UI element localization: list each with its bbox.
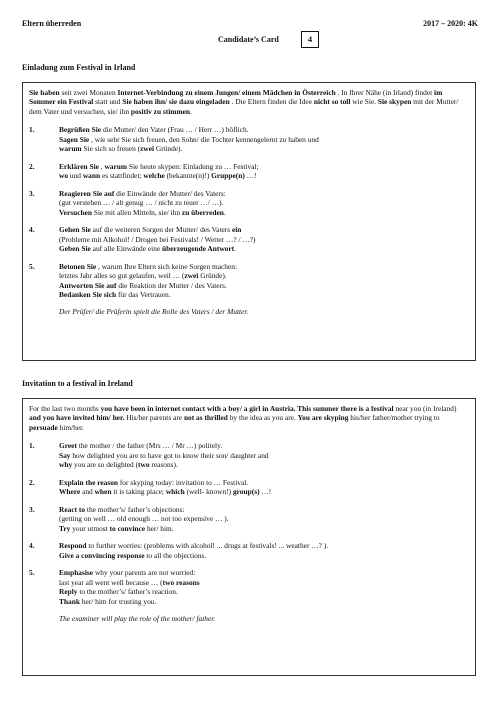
text-segment: you are so delighted ( (72, 460, 139, 470)
task-line (59, 162, 469, 171)
header-right-title: 2017 – 2020: 4K (423, 19, 478, 28)
text-segment: . (190, 106, 192, 116)
text-segment: near you (in Ireland) (393, 404, 457, 413)
text-segment: es stattfindet; (100, 171, 144, 181)
text-segment: warum (104, 161, 128, 171)
text-segment: React to (59, 504, 86, 514)
text-segment: . (234, 244, 236, 254)
text-segment: für das Vertrauen. (116, 289, 171, 299)
text-segment: last year all went well because … ( (59, 577, 163, 587)
text-segment: Sie haben (29, 88, 60, 97)
text-segment: Gehen Sie (59, 225, 91, 235)
task-number: 5. (29, 261, 35, 271)
text-segment: her/ him. (145, 523, 174, 533)
task-line (59, 587, 469, 596)
text-segment: . Die Eltern finden die Idee (229, 97, 314, 107)
text-segment: Reply (59, 587, 78, 597)
text-segment: zwei (184, 271, 199, 281)
task-line (59, 281, 469, 290)
text-segment: positiv zu stimmen (130, 106, 191, 116)
text-segment: (well- known!) (184, 487, 233, 497)
text-segment: which (165, 487, 185, 497)
task-line (59, 235, 469, 244)
text-segment: (gut verstehen … / alt genug … / nicht zu teuer …/ …). (59, 198, 224, 208)
text-segment: by the idea as you are. (227, 413, 298, 423)
text-segment: Gründe). (154, 144, 183, 154)
text-segment: Thank (59, 596, 80, 606)
text-segment: Sagen Sie (59, 134, 90, 144)
task-body (59, 478, 469, 497)
text-segment: two (138, 460, 150, 470)
text-segment: to convince (109, 523, 146, 533)
task-number: 5. (29, 568, 35, 578)
task-line (59, 505, 469, 514)
text-segment: Versuchen (59, 207, 92, 217)
text-segment: …! (259, 487, 272, 497)
text-segment: the mother’s/ father’s objections: (85, 504, 185, 514)
text-segment: Sie mit allen Mitteln, sie/ ihn (92, 207, 182, 217)
german-examiner-note: Der Prüfer/ die Prüferin spielt die Rolle des Vaters / der Mutter. (59, 307, 249, 317)
text-segment: to all the objections. (144, 550, 207, 560)
text-segment: it is taking place; (111, 487, 166, 497)
task-number: 4. (29, 225, 35, 235)
german-section-title: Einladung zum Festival in Irland (22, 63, 136, 72)
task-line (59, 225, 469, 234)
task-line (59, 460, 469, 469)
english-intro (29, 404, 469, 432)
task-line (59, 597, 469, 606)
task-line (59, 524, 469, 533)
task-line (59, 144, 469, 153)
text-segment: seit zwei Monaten (59, 88, 118, 97)
text-segment: group(s) (232, 487, 260, 497)
task-item (29, 505, 469, 533)
text-segment: welche (143, 171, 165, 181)
text-segment: Betonen Sie (59, 261, 97, 271)
text-segment: her/ him for trusting you. (79, 596, 157, 606)
task-body (59, 262, 469, 300)
text-segment: , wie sehr Sie sich freuen, den Sohn/ die Tochter kennengelernt zu haben und (89, 134, 319, 144)
text-segment: warum (59, 144, 82, 154)
task-line (59, 451, 469, 460)
text-segment: Explain the reason (59, 477, 118, 487)
text-segment: im Sommer ein Festival (29, 88, 443, 107)
text-segment: (Probleme mit Alkohol! / Drogen bei Festivals! / Wetter …? / …?) (59, 234, 256, 244)
text-segment: why your parents are not worried: (93, 568, 196, 578)
task-body (59, 568, 469, 606)
text-segment: For the last two months (29, 404, 101, 413)
text-segment: nicht so toll (313, 97, 351, 107)
task-body (59, 505, 469, 533)
task-line (59, 262, 469, 271)
text-segment: auf alle Einwände eine (90, 244, 163, 254)
text-segment: Erklären Sie (59, 161, 99, 171)
task-item (29, 125, 469, 153)
text-segment: Gründe). (198, 271, 227, 281)
text-segment: to the mother’s/ father’s reaction. (77, 587, 178, 597)
text-segment: Give a convincing response (59, 550, 145, 560)
german-intro (29, 88, 469, 116)
task-line (59, 478, 469, 487)
task-item (29, 262, 469, 300)
text-segment: you have been in internet contact with a boy/ a girl in Austria. This summer there is a festival (100, 404, 394, 413)
task-line (59, 514, 469, 523)
task-number: 3. (29, 504, 35, 514)
header-left-title: Eltern überreden (22, 19, 82, 28)
text-segment: Reagieren Sie auf (59, 188, 115, 198)
task-line (59, 125, 469, 134)
text-segment: wann (82, 171, 101, 181)
text-segment: Antworten Sie auf (59, 280, 117, 290)
text-segment: your utmost (70, 523, 110, 533)
text-segment: Begrüßen Sie (59, 125, 102, 135)
text-segment: (getting on well … old enough … not too expensive … ). (59, 514, 229, 524)
text-segment: ein (231, 225, 242, 235)
text-segment: to further worries: (problems with alcohol! ... drugs at festivals! ... weather …? ). (86, 541, 329, 551)
task-body (59, 225, 469, 253)
text-segment: Where (59, 487, 81, 497)
task-item (29, 162, 469, 181)
task-number: 3. (29, 188, 35, 198)
german-task-card (22, 82, 476, 361)
task-line (59, 568, 469, 577)
text-segment: Say (59, 450, 71, 460)
task-body (59, 441, 469, 469)
text-segment: for skyping today: invitation to … Festival. (118, 477, 249, 487)
text-segment: die Mutter/ den Vater (Frau … / Herr …) höflich. (101, 125, 249, 135)
text-segment: Internet-Verbindung zu einem Jungen/ einem Mädchen in Österreich (117, 88, 336, 97)
text-segment: and you have invited him/ her. (29, 413, 125, 423)
task-item (29, 541, 469, 560)
task-item (29, 478, 469, 497)
text-segment: , (98, 161, 105, 171)
text-segment: . In Ihrer Nähe (in Irland) findet (335, 88, 435, 97)
text-segment: zwei (140, 144, 155, 154)
text-segment: when (94, 487, 112, 497)
task-number: 4. (29, 541, 35, 551)
text-segment: Sie haben ihn/ sie dazu eingeladen (122, 97, 230, 107)
task-item (29, 568, 469, 606)
text-segment: His/her parents are (124, 413, 184, 423)
text-segment: (bekannte(n)!) (164, 171, 212, 181)
english-task-list (29, 441, 469, 606)
text-segment: Sie heute skypen: Einladung zu … Festival; (127, 161, 259, 171)
text-segment: die Einwände der Mutter/ des Vaters: (114, 188, 226, 198)
task-line (59, 487, 469, 496)
text-segment: die Reaktion der Mutter / des Vaters. (116, 280, 227, 290)
task-line (59, 271, 469, 280)
text-segment: Greet (59, 441, 77, 451)
text-segment: and (80, 487, 95, 497)
text-segment: wie Sie. (350, 97, 378, 107)
text-segment: him/her. (57, 422, 85, 432)
card-number-box: 4 (301, 31, 319, 48)
text-segment: Sie sich so freuen ( (81, 144, 141, 154)
text-segment: statt und (93, 97, 123, 107)
text-segment: his/her father/mother trying to (348, 413, 440, 423)
text-segment: reasons). (149, 460, 178, 470)
task-line (59, 578, 469, 587)
task-line (59, 244, 469, 253)
text-segment: Sie skypen (377, 97, 412, 107)
task-body (59, 541, 469, 560)
text-segment: how delighted you are to have got to know their son/ daughter and (70, 450, 269, 460)
english-section-title: Invitation to a festival in Ireland (22, 379, 133, 388)
german-task-list (29, 125, 469, 299)
task-line (59, 551, 469, 560)
text-segment: Respond (59, 541, 87, 551)
text-segment: mit der Mutter/ dem Vater und versuchen, sie/ ihn (29, 97, 459, 116)
card-label: Candidate’s Card (218, 35, 279, 44)
text-segment: überzeugende Antwort (162, 244, 235, 254)
task-body (59, 125, 469, 153)
task-line (59, 198, 469, 207)
text-segment: letztes Jahr alles so gut gelaufen, weil … ( (59, 271, 185, 281)
task-number: 1. (29, 441, 35, 451)
text-segment: Geben Sie (59, 244, 91, 254)
text-segment: why (59, 460, 73, 470)
text-segment: Gruppe(n) (211, 171, 245, 181)
text-segment: . (223, 207, 226, 217)
english-task-card (22, 398, 476, 676)
text-segment: persuade (29, 422, 58, 432)
task-number: 2. (29, 161, 35, 171)
task-line (59, 541, 469, 550)
task-body (59, 162, 469, 181)
text-segment: auf die weiteren Sorgen der Mutter/ des Vaters (90, 225, 232, 235)
task-item (29, 225, 469, 253)
task-line (59, 135, 469, 144)
task-number: 2. (29, 477, 35, 487)
text-segment: Try (59, 523, 71, 533)
text-segment: the mother / the father (Mrs … / Mr …) politely. (76, 441, 223, 451)
english-examiner-note: The examiner will play the role of the mother/ father. (59, 613, 216, 623)
task-line (59, 208, 469, 217)
task-body (59, 189, 469, 217)
task-item (29, 441, 469, 469)
text-segment: , warum Ihre Eltern sich keine Sorgen machen: (96, 261, 238, 271)
text-segment: not as thrilled (183, 413, 228, 423)
task-line (59, 189, 469, 198)
text-segment: …! (244, 171, 257, 181)
text-segment: You are skyping (297, 413, 349, 423)
text-segment: Bedanken Sie sich (59, 289, 117, 299)
task-line (59, 171, 469, 180)
task-line (59, 290, 469, 299)
text-segment: zu überreden (181, 207, 224, 217)
task-line (59, 441, 469, 450)
task-item (29, 189, 469, 217)
text-segment: wo (59, 171, 69, 181)
text-segment: und (68, 171, 83, 181)
text-segment: two reasons (162, 577, 200, 587)
task-number: 1. (29, 125, 35, 135)
text-segment: Emphasise (59, 568, 94, 578)
